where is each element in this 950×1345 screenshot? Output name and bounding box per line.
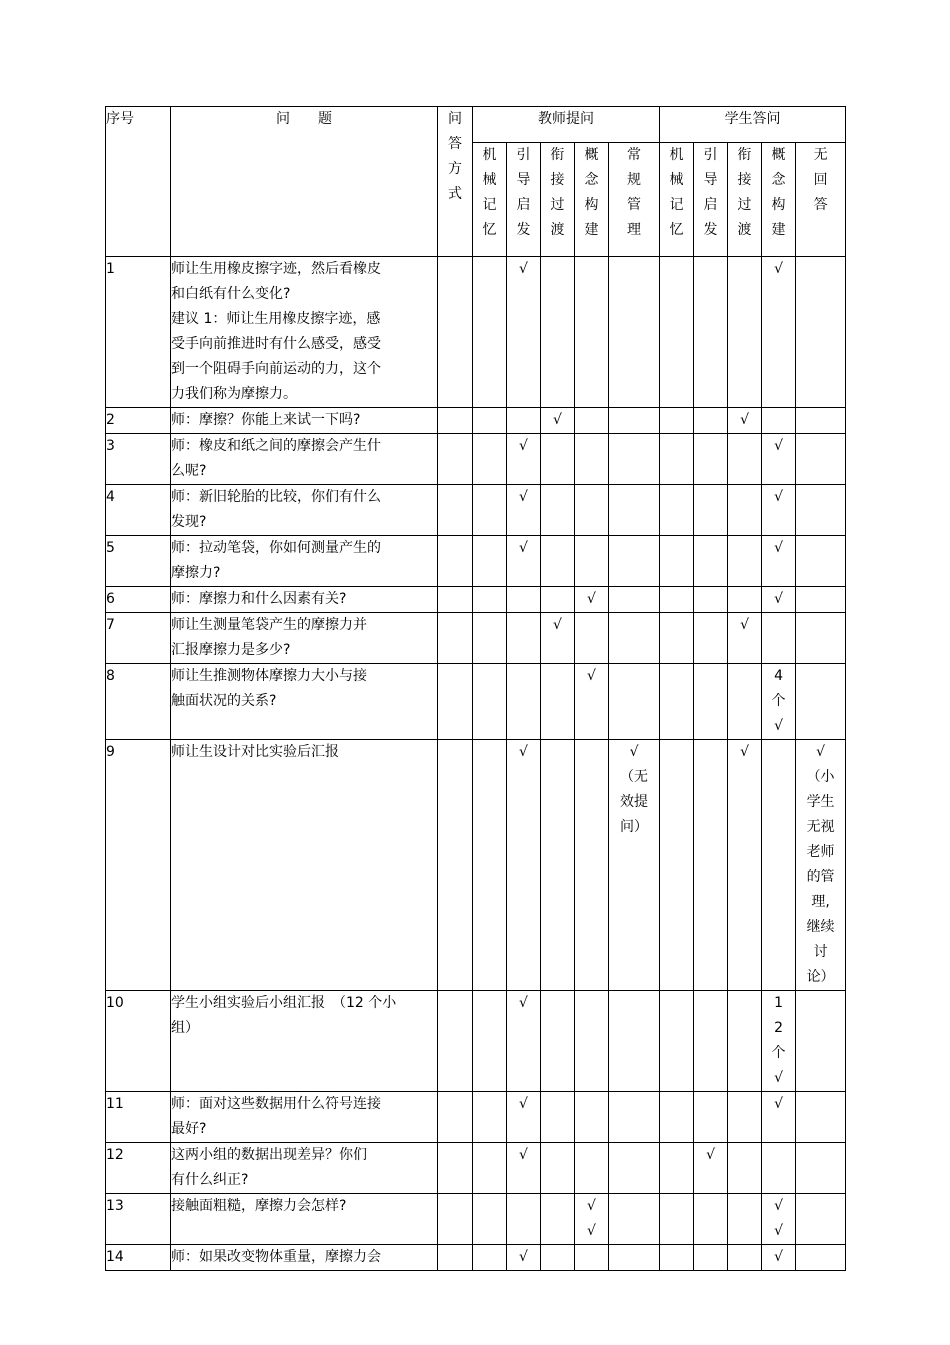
row-question [171, 536, 438, 587]
teacher-mark-cell [507, 664, 541, 740]
teacher-mark: √ [519, 489, 528, 505]
table-row [106, 587, 846, 613]
student-mark-cell [660, 587, 694, 613]
student-mark-cell [762, 1092, 796, 1143]
teacher-mark-cell [609, 587, 660, 613]
student-mark-cell [694, 1092, 728, 1143]
table-row [106, 536, 846, 587]
student-mark-cell [728, 536, 762, 587]
student-mark: √ [774, 489, 783, 505]
student-mark-cell [728, 664, 762, 740]
student-mark: √ [740, 744, 749, 760]
question-line: 么呢? [171, 463, 207, 479]
question-line: 师：如果改变物体重量，摩擦力会 [171, 1249, 381, 1265]
student-mark-cell [728, 1194, 762, 1245]
row-mode [438, 1194, 473, 1245]
row-seq: 4 [106, 485, 171, 536]
student-mark-cell [728, 485, 762, 536]
student-mark-cell [694, 408, 728, 434]
header-mode: 问答方式 [438, 107, 473, 257]
row-seq: 5 [106, 536, 171, 587]
student-mark-cell [660, 613, 694, 664]
row-seq: 14 [106, 1245, 171, 1271]
row-question [171, 587, 438, 613]
student-mark-cell [762, 257, 796, 408]
row-mode [438, 536, 473, 587]
teacher-mark-cell [609, 991, 660, 1092]
student-mark-cell [762, 485, 796, 536]
teacher-mark-cell [473, 257, 507, 408]
teacher-mark-cell [507, 613, 541, 664]
student-mark-cell [660, 1245, 694, 1271]
table-row [106, 485, 846, 536]
student-mark-cell [728, 1143, 762, 1194]
header-teacher-col: 常规管理 [609, 143, 660, 257]
question-line: 发现? [171, 514, 207, 530]
row-seq: 1 [106, 257, 171, 408]
teacher-mark-cell [541, 664, 575, 740]
teacher-mark-cell [473, 991, 507, 1092]
student-mark-cell [762, 587, 796, 613]
teacher-mark-cell [609, 485, 660, 536]
student-mark: √（小学生无视老师的管理,继续讨论） [806, 744, 835, 985]
row-question [171, 434, 438, 485]
student-mark-cell [796, 1092, 846, 1143]
student-mark-cell [796, 536, 846, 587]
teacher-mark-cell [507, 1143, 541, 1194]
student-mark: √ [774, 591, 783, 607]
header-student-group: 学生答问 [660, 107, 846, 143]
student-mark-cell [694, 991, 728, 1092]
student-mark: √√ [774, 1198, 783, 1239]
teacher-mark-cell [609, 740, 660, 991]
student-mark: √ [774, 261, 783, 277]
teacher-mark-cell [507, 991, 541, 1092]
teacher-mark-cell [541, 1143, 575, 1194]
teacher-mark-cell [473, 1092, 507, 1143]
teacher-mark-cell [575, 408, 609, 434]
row-mode [438, 1092, 473, 1143]
student-mark-cell [694, 740, 728, 991]
observation-table [105, 106, 846, 1271]
student-mark-cell [728, 257, 762, 408]
row-mode [438, 434, 473, 485]
teacher-mark-cell [575, 664, 609, 740]
question-line: 师：拉动笔袋，你如何测量产生的 [171, 540, 381, 556]
row-mode [438, 664, 473, 740]
student-mark-cell [762, 1143, 796, 1194]
student-mark-cell [660, 536, 694, 587]
teacher-mark-cell [575, 991, 609, 1092]
header-teacher-col: 概念构建 [575, 143, 609, 257]
row-seq: 2 [106, 408, 171, 434]
row-question [171, 664, 438, 740]
row-question [171, 1194, 438, 1245]
student-mark: 12个√ [771, 995, 786, 1086]
question-line: 这两小组的数据出现差异？你们 [171, 1147, 367, 1163]
student-mark-cell [660, 434, 694, 485]
student-mark-cell [728, 740, 762, 991]
student-mark-cell [728, 1092, 762, 1143]
header-teacher-col: 衔接过渡 [541, 143, 575, 257]
header-teacher-col: 引导启发 [507, 143, 541, 257]
teacher-mark-cell [507, 536, 541, 587]
teacher-mark-cell [575, 613, 609, 664]
student-mark-cell [762, 1245, 796, 1271]
row-question [171, 991, 438, 1092]
teacher-mark-cell [575, 257, 609, 408]
teacher-mark-cell [575, 485, 609, 536]
row-seq: 13 [106, 1194, 171, 1245]
question-line: 接触面粗糙，摩擦力会怎样? [171, 1198, 347, 1214]
header-student-col: 引导启发 [694, 143, 728, 257]
student-mark-cell [660, 257, 694, 408]
header-student-col: 概念构建 [762, 143, 796, 257]
row-seq: 6 [106, 587, 171, 613]
student-mark-cell [694, 1245, 728, 1271]
student-mark-cell [694, 1143, 728, 1194]
table-row [106, 1143, 846, 1194]
teacher-mark-cell [507, 257, 541, 408]
teacher-mark-cell [609, 434, 660, 485]
student-mark: √ [774, 1249, 783, 1265]
row-mode [438, 587, 473, 613]
student-mark-cell [796, 587, 846, 613]
student-mark-cell [796, 740, 846, 991]
teacher-mark-cell [609, 1143, 660, 1194]
student-mark-cell [796, 257, 846, 408]
teacher-mark: √ [519, 1147, 528, 1163]
teacher-mark-cell [541, 257, 575, 408]
teacher-mark-cell [609, 1092, 660, 1143]
student-mark-cell [660, 408, 694, 434]
question-line: 师：面对这些数据用什么符号连接 [171, 1096, 381, 1112]
student-mark-cell [694, 613, 728, 664]
question-line: 最好? [171, 1121, 207, 1137]
teacher-mark-cell [473, 485, 507, 536]
question-line: 师：摩擦力和什么因素有关? [171, 591, 347, 607]
teacher-mark-cell [473, 740, 507, 991]
student-mark-cell [796, 1143, 846, 1194]
row-mode [438, 613, 473, 664]
teacher-mark-cell [541, 485, 575, 536]
student-mark-cell [728, 1245, 762, 1271]
teacher-mark: √ [519, 1096, 528, 1112]
teacher-mark-cell [541, 740, 575, 991]
row-seq: 10 [106, 991, 171, 1092]
student-mark-cell [694, 664, 728, 740]
question-line: 触面状况的关系? [171, 693, 277, 709]
teacher-mark: √ [553, 412, 562, 428]
student-mark-cell [728, 613, 762, 664]
teacher-mark: √ [587, 668, 596, 684]
teacher-mark-cell [609, 613, 660, 664]
student-mark-cell [796, 434, 846, 485]
student-mark-cell [694, 257, 728, 408]
row-seq: 3 [106, 434, 171, 485]
header-teacher-group: 教师提问 [473, 107, 660, 143]
header-seq: 序号 [106, 107, 171, 257]
question-line: 学生小组实验后小组汇报 （12 个小 [171, 995, 397, 1011]
student-mark-cell [694, 434, 728, 485]
teacher-mark-cell [507, 1245, 541, 1271]
row-mode [438, 991, 473, 1092]
row-seq: 12 [106, 1143, 171, 1194]
table-row [106, 257, 846, 408]
question-line: 师：摩擦？你能上来试一下吗? [171, 412, 361, 428]
teacher-mark-cell [473, 1194, 507, 1245]
teacher-mark-cell [541, 1245, 575, 1271]
table-row [106, 664, 846, 740]
student-mark-cell [694, 1194, 728, 1245]
teacher-mark-cell [507, 740, 541, 991]
student-mark-cell [660, 1194, 694, 1245]
teacher-mark-cell [473, 613, 507, 664]
teacher-mark-cell [473, 1143, 507, 1194]
teacher-mark-cell [575, 536, 609, 587]
header-student-col: 衔接过渡 [728, 143, 762, 257]
question-line: 师让生用橡皮擦字迹，然后看橡皮 [171, 261, 381, 277]
question-line: 汇报摩擦力是多少? [171, 642, 291, 658]
teacher-mark: √ [519, 1249, 528, 1265]
teacher-mark-cell [473, 1245, 507, 1271]
row-seq: 9 [106, 740, 171, 991]
teacher-mark-cell [609, 664, 660, 740]
table-row [106, 991, 846, 1092]
teacher-mark: √ [519, 540, 528, 556]
teacher-mark-cell [575, 1245, 609, 1271]
teacher-mark-cell [473, 408, 507, 434]
teacher-mark-cell [473, 536, 507, 587]
row-question [171, 613, 438, 664]
teacher-mark-cell [507, 434, 541, 485]
student-mark-cell [762, 408, 796, 434]
student-mark: √ [774, 438, 783, 454]
student-mark-cell [694, 536, 728, 587]
header-question: 问 题 [171, 107, 438, 257]
student-mark-cell [796, 664, 846, 740]
teacher-mark-cell [575, 740, 609, 991]
teacher-mark-cell [575, 1143, 609, 1194]
teacher-mark-cell [507, 1194, 541, 1245]
student-mark: √ [740, 617, 749, 633]
teacher-mark-cell [507, 485, 541, 536]
row-question [171, 1092, 438, 1143]
student-mark-cell [728, 408, 762, 434]
table-row [106, 613, 846, 664]
teacher-mark: √（无效提问） [620, 744, 649, 835]
row-seq: 7 [106, 613, 171, 664]
student-mark-cell [728, 991, 762, 1092]
header-row-groups [106, 107, 846, 143]
question-line: 师让生推测物体摩擦力大小与接 [171, 668, 367, 684]
student-mark-cell [762, 740, 796, 991]
student-mark-cell [660, 991, 694, 1092]
student-mark: √ [774, 1096, 783, 1112]
student-mark-cell [796, 991, 846, 1092]
teacher-mark-cell [609, 536, 660, 587]
table-row [106, 1194, 846, 1245]
row-seq: 8 [106, 664, 171, 740]
question-line: 建议 1：师让生用橡皮擦字迹，感 [171, 311, 381, 327]
student-mark-cell [796, 408, 846, 434]
row-question [171, 740, 438, 991]
question-line: 师让生测量笔袋产生的摩擦力并 [171, 617, 367, 633]
teacher-mark-cell [473, 587, 507, 613]
question-line: 师：新旧轮胎的比较，你们有什么 [171, 489, 381, 505]
row-question [171, 1245, 438, 1271]
teacher-mark-cell [609, 257, 660, 408]
header-teacher-col: 机械记忆 [473, 143, 507, 257]
teacher-mark-cell [541, 536, 575, 587]
teacher-mark-cell [575, 1194, 609, 1245]
header-student-col: 机械记忆 [660, 143, 694, 257]
student-mark-cell [660, 485, 694, 536]
table-row [106, 740, 846, 991]
student-mark-cell [796, 1245, 846, 1271]
question-line: 力我们称为摩擦力。 [171, 386, 297, 402]
row-question [171, 257, 438, 408]
student-mark-cell [660, 1143, 694, 1194]
teacher-mark: √ [519, 261, 528, 277]
student-mark-cell [796, 1194, 846, 1245]
student-mark: √ [706, 1147, 715, 1163]
row-mode [438, 257, 473, 408]
teacher-mark-cell [541, 1092, 575, 1143]
teacher-mark-cell [575, 434, 609, 485]
teacher-mark-cell [541, 434, 575, 485]
student-mark-cell [762, 434, 796, 485]
teacher-mark-cell [575, 587, 609, 613]
row-mode [438, 1143, 473, 1194]
teacher-mark-cell [507, 587, 541, 613]
teacher-mark-cell [575, 1092, 609, 1143]
teacher-mark-cell [541, 613, 575, 664]
question-line: 和白纸有什么变化? [171, 286, 291, 302]
row-mode [438, 485, 473, 536]
student-mark-cell [762, 1194, 796, 1245]
student-mark-cell [762, 613, 796, 664]
student-mark-cell [694, 587, 728, 613]
header-student-col: 无回答 [796, 143, 846, 257]
question-line: 师让生设计对比实验后汇报 [171, 744, 339, 760]
student-mark-cell [728, 587, 762, 613]
teacher-mark-cell [507, 408, 541, 434]
question-line: 摩擦力? [171, 565, 221, 581]
student-mark-cell [660, 1092, 694, 1143]
row-question [171, 408, 438, 434]
teacher-mark-cell [507, 1092, 541, 1143]
table-row [106, 1245, 846, 1271]
teacher-mark-cell [541, 408, 575, 434]
student-mark-cell [660, 740, 694, 991]
teacher-mark-cell [473, 664, 507, 740]
row-seq: 11 [106, 1092, 171, 1143]
student-mark-cell [762, 664, 796, 740]
student-mark-cell [796, 485, 846, 536]
question-line: 到一个阻碍手向前运动的力，这个 [171, 361, 381, 377]
row-mode [438, 1245, 473, 1271]
row-question [171, 485, 438, 536]
teacher-mark-cell [609, 1245, 660, 1271]
student-mark-cell [728, 434, 762, 485]
teacher-mark-cell [473, 434, 507, 485]
row-mode [438, 408, 473, 434]
teacher-mark: √ [519, 744, 528, 760]
student-mark: √ [774, 540, 783, 556]
student-mark-cell [796, 613, 846, 664]
teacher-mark: √√ [587, 1198, 596, 1239]
student-mark-cell [694, 485, 728, 536]
teacher-mark: √ [519, 995, 528, 1011]
table-row [106, 434, 846, 485]
table-row [106, 1092, 846, 1143]
question-line: 有什么纠正? [171, 1172, 249, 1188]
row-mode [438, 740, 473, 991]
student-mark-cell [762, 991, 796, 1092]
row-question [171, 1143, 438, 1194]
teacher-mark-cell [541, 587, 575, 613]
student-mark-cell [660, 664, 694, 740]
student-mark: √ [740, 412, 749, 428]
student-mark: 4个√ [771, 668, 786, 734]
teacher-mark: √ [553, 617, 562, 633]
teacher-mark-cell [609, 408, 660, 434]
teacher-mark-cell [541, 1194, 575, 1245]
teacher-mark: √ [587, 591, 596, 607]
teacher-mark-cell [609, 1194, 660, 1245]
question-line: 组） [171, 1020, 199, 1036]
table-row [106, 408, 846, 434]
question-line: 师：橡皮和纸之间的摩擦会产生什 [171, 438, 381, 454]
student-mark-cell [762, 536, 796, 587]
teacher-mark-cell [541, 991, 575, 1092]
teacher-mark: √ [519, 438, 528, 454]
question-line: 受手向前推进时有什么感受，感受 [171, 336, 381, 352]
